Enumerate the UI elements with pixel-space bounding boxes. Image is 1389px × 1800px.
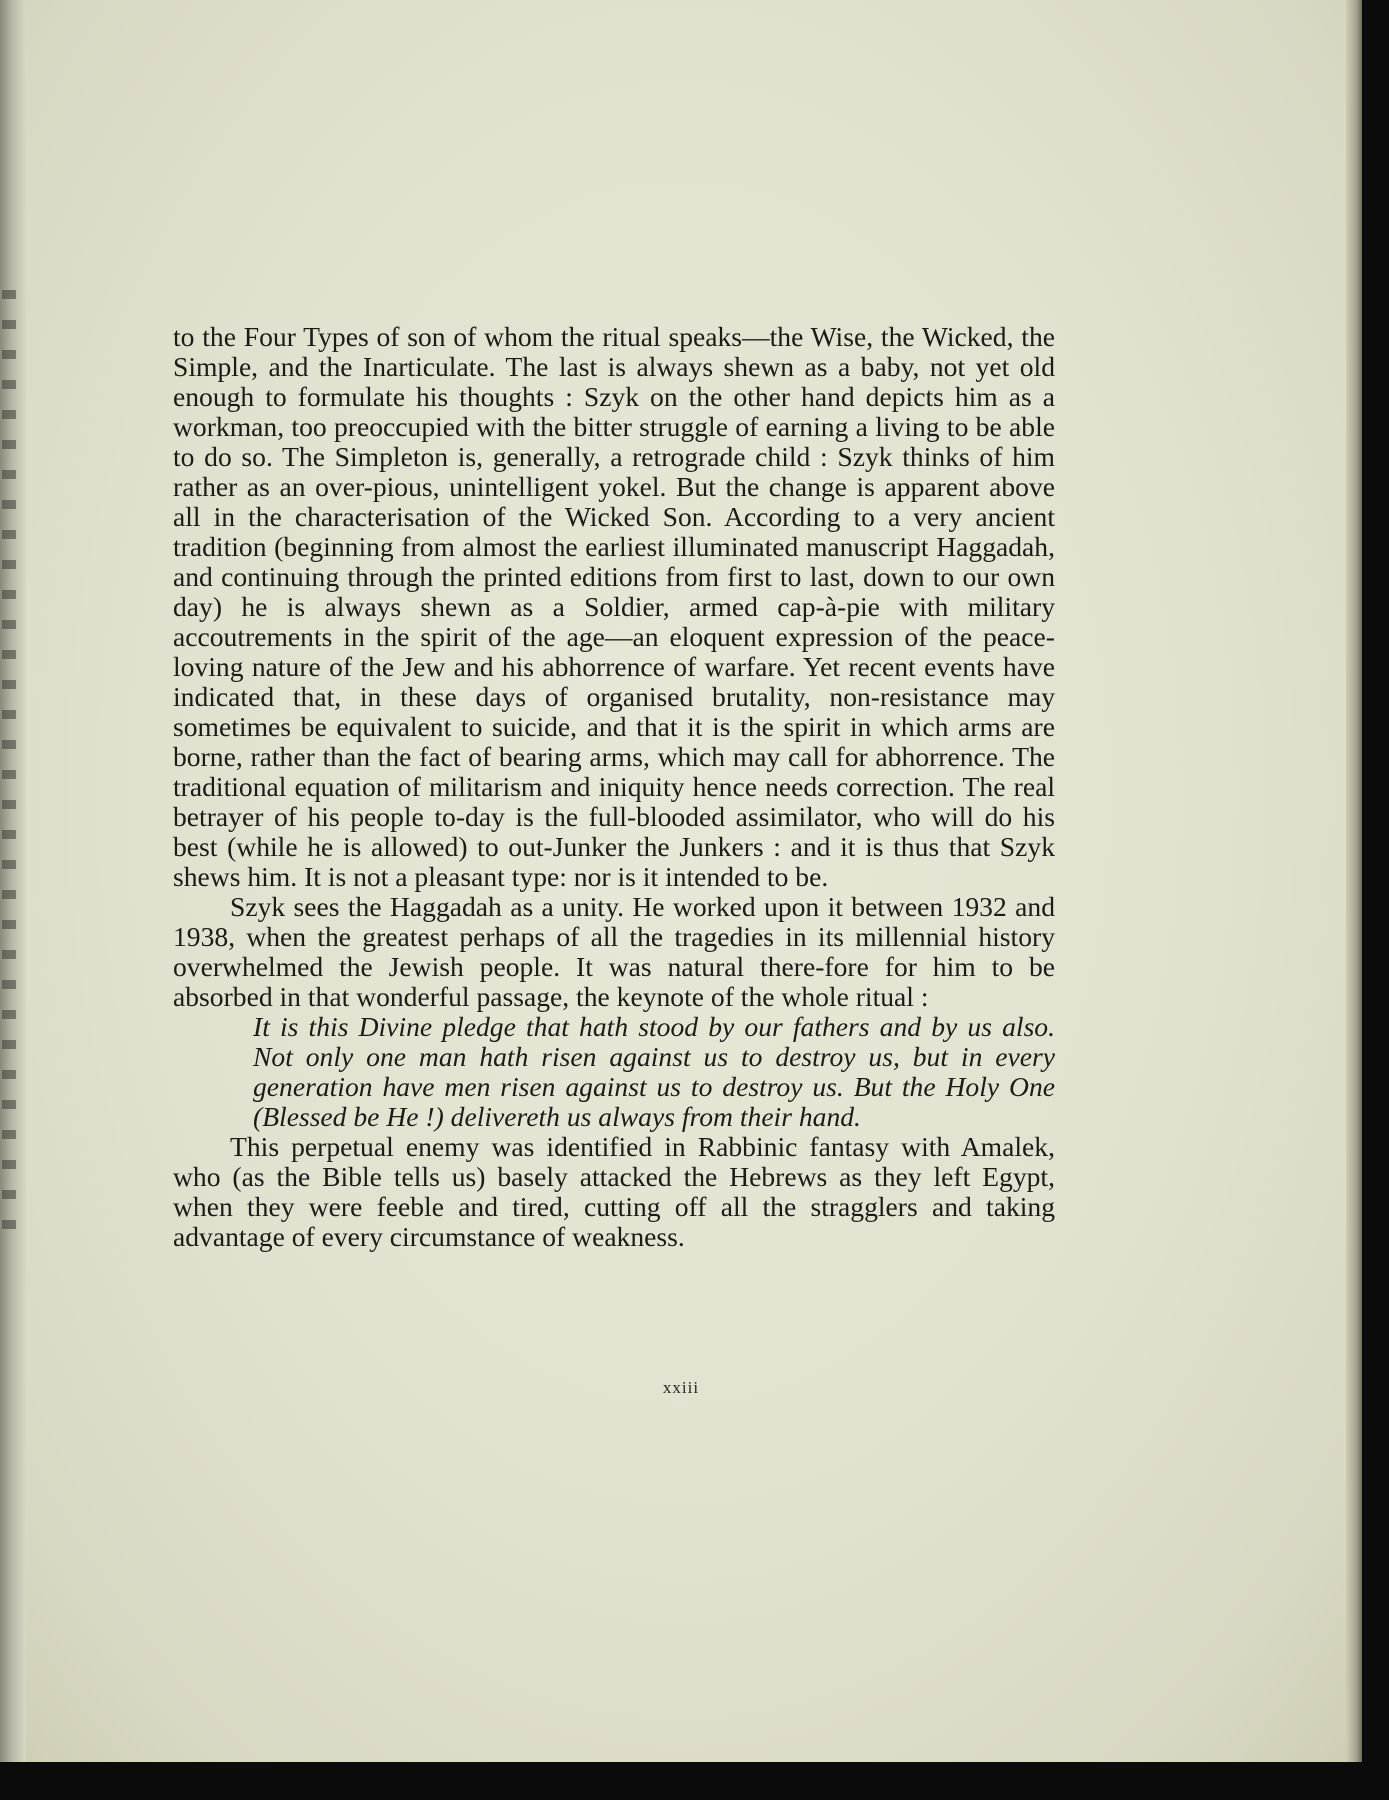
ritual-quotation: It is this Divine pledge that hath stood by our fathers and by us also. Not only one man hath risen against us to destroy us, but in every generation have men risen against us to destroy us. But the Holy One (Blessed be He !) delivereth us always from their hand. [253,1011,1055,1132]
page-number: xxiii [662,1378,700,1397]
paragraph-four-sons: to the Four Types of son of whom the ritual speaks—the Wise, the Wicked, the Simple, and the Inarticulate. The last is always shewn as a baby, not yet old enough to formulate his thoughts : Szyk on the other hand depicts him as a workman, too preoccupied with the bitter struggle of earning a living to be able to do so. The Simpleton is, generally, a retrograde child : Szyk thinks of him rather as an over-pious, unintelligent yokel. But the change is apparent above all in the characterisation of the Wicked Son. According to a very ancient tradition (beginning from almost the earliest illuminated manuscript Haggadah, and continuing through the printed editions from first to last, down to our own day) he is always shewn as a Soldier, armed cap-à-pie with military accoutrements in the spirit of the age—an eloquent expression of the peace-loving nature of the Jew and his abhorrence of warfare. Yet recent events have indicated that, in these days of organised brutality, non-resistance may sometimes be equivalent to suicide, and that it is the spirit in which arms are borne, rather than the fact of bearing arms, which may call for abhorrence. The traditional equation of militarism and iniquity hence needs correction. The real betrayer of his people to-day is the full-blooded assimilator, who will do his best (while he is allowed) to out-Junker the Junkers : and it is thus that Szyk shews him. It is not a pleasant type: nor is it intended to be. [173,321,1055,892]
paragraph-unity: Szyk sees the Haggadah as a unity. He worked upon it between 1932 and 1938, when the greatest perhaps of all the tragedies in its millennial history overwhelmed the Jewish people. It was natural there-fore for him to be absorbed in that wonderful passage, the keynote of the whole ritual : [173,891,1055,1012]
page-edge-shadow [1346,0,1362,1762]
body-text [173,322,1055,1252]
facing-page-bleed-through [2,290,16,1230]
paragraph-amalek: This perpetual enemy was identified in Rabbinic fantasy with Amalek, who (as the Bible tells us) basely attacked the Hebrews as they left Egypt, when they were feeble and tired, cutting off all the stragglers and taking advantage of every circumstance of weakness. [173,1131,1055,1252]
